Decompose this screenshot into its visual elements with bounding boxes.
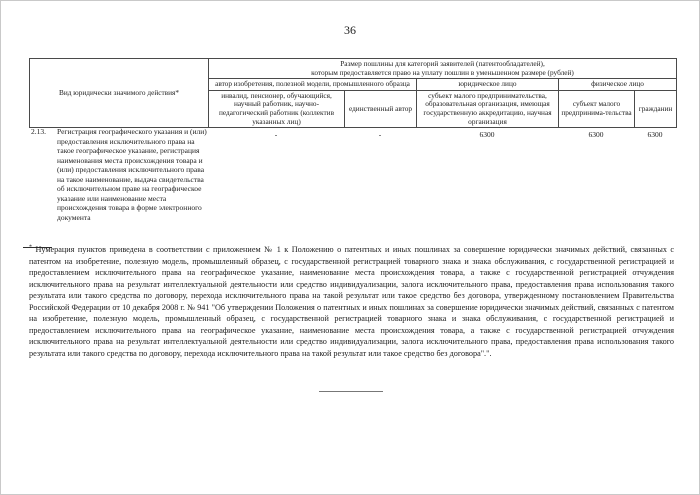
row-value-citizen: 6300 (647, 130, 663, 139)
header-cell-small-business: субъект малого предпринима-тельства (559, 90, 635, 127)
row-value-sole-author: - (378, 130, 382, 139)
header-cell-citizen: гражданин (635, 90, 677, 127)
header-cell-disabled-pensioner: инвалид, пенсионер, обучающийся, научный работник, научно-педагогический работник (коллектив указанных лиц) (209, 90, 345, 127)
header-cell-fee-size (209, 59, 677, 79)
section-separator (319, 391, 383, 392)
table-row (29, 127, 676, 222)
header-cell-individual: физическое лицо (559, 79, 677, 91)
header-cell-author-group: автор изобретения, полезной модели, промышленного образца (209, 79, 417, 91)
footnote (29, 244, 674, 359)
row-action-text: Регистрация географического указания и (или) предоставления исключительного права на такое географическое указание, регистрация наименования места происхождения товара и (или) предоставления исключительного права на такое наименование, выдача свидетельства об исключительном праве на географическое указание или наименование места происхождения товара в форме электронного документа (57, 127, 207, 222)
row-number: 2.13. (31, 127, 46, 136)
row-action-cell (29, 127, 208, 222)
row-value-legal-entity: 6300 (479, 130, 495, 139)
header-cell-small-business-org: субъект малого предпринимательства, образовательная организация, имеющая государственную аккредитацию, научная организация (417, 90, 559, 127)
table-row-size-header (30, 59, 677, 79)
header-cell-legal-entity: юридическое лицо (417, 79, 559, 91)
fee-size-line-1: Размер пошлины для категорий заявителей (патентообладателей), (340, 59, 545, 68)
fee-size-line-2: которым предоставляется право на уплату пошлин в уменьшенном размере (рублей) (311, 67, 574, 77)
row-value-small-business: 6300 (588, 130, 604, 139)
header-cell-sole-author: единственный автор (345, 90, 417, 127)
footnote-text: Нумерация пунктов приведена в соответствии с приложением № 1 к Положению о патентных и иных пошлинах за совершение юридически значимых действий, связанных с патентом на изобретение, полезную модель, промышленный образец, с государственной регистрацией товарного знака и знака обслуживания, с государственной регистрацией и предоставлением исключительного права на географическое указание, наименование места происхождения товара, а также с государственной регистрацией отчуждения исключительного права на результат интеллектуальной деятельности или средство индивидуализации, залога исключительного права, предоставления права использования такого результата или такого средства по договору, перехода исключительного права на такой результат или такое средство без договора, утвержденному постановлением Правительства Российской Федерации от 10 декабря 2008 г. № 941 "Об утверждении Положения о патентных и иных пошлинах за совершение юридически значимых действий, связанных с патентом на изобретение, полезную модель, промышленный образец, с государственной регистрацией товарного знака и знака обслуживания, с государственной регистрацией и предоставлением исключительного права на географическое указание, наименование места происхождения товара, а также с государственной регистрацией отчуждения исключительного права на результат интеллектуальной деятельности или средство индивидуализации, залога исключительного права, предоставления права использования такого результата или такого средства по договору, перехода исключительного права на такой результат или такое средство без договора".". (29, 245, 674, 358)
footnote-marker: * (29, 244, 32, 251)
page-number: 36 (344, 23, 356, 37)
header-cell-kind-of-action: Вид юридически значимого действия* (30, 59, 209, 128)
fee-table-header (29, 58, 677, 128)
row-value-author-group: - (274, 130, 278, 139)
